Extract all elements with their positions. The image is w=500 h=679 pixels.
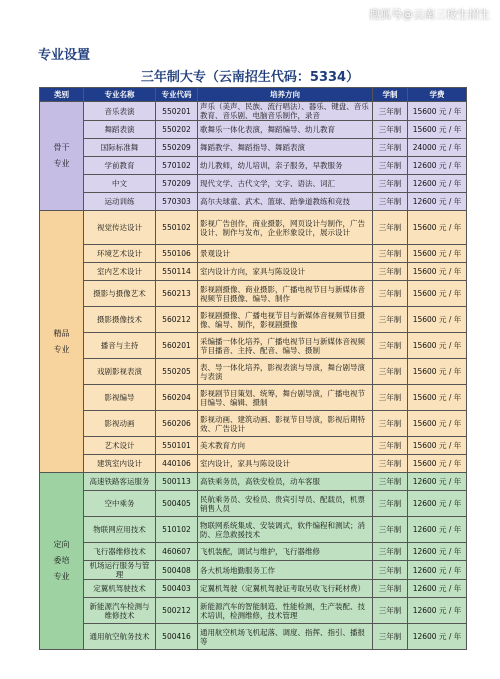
tuition-cell: 15600 元 / 年 [408, 437, 467, 455]
major-code-cell: 550102 [156, 211, 198, 245]
category-label: 专业 [53, 572, 70, 581]
header-category: 类别 [40, 88, 84, 102]
major-code-cell: 550114 [156, 263, 198, 281]
major-code-cell: 570102 [156, 157, 198, 175]
direction-cell: 影视广告创作，商业摄影，网页设计与制作，广告设计、制作与发布，企业形象设计，展示设计 [198, 211, 373, 245]
table-row [40, 473, 467, 491]
header-major-name: 专业名称 [84, 88, 156, 102]
tuition-cell: 12600 元 / 年 [408, 580, 467, 598]
major-code-cell: 510102 [156, 517, 198, 543]
category-label: 定向 [53, 540, 70, 549]
direction-cell: 影视动画、建筑动画、影视节目导演，影视后期特效、广告设计 [198, 411, 373, 437]
category-label: 专业 [53, 159, 70, 168]
duration-cell: 三年制 [373, 411, 408, 437]
tuition-cell: 15600 元 / 年 [408, 245, 467, 263]
tuition-cell: 15600 元 / 年 [408, 121, 467, 139]
duration-cell: 三年制 [373, 359, 408, 385]
tuition-cell: 12600 元 / 年 [408, 543, 467, 561]
table-row [40, 245, 467, 263]
table-row [40, 561, 467, 580]
duration-cell: 三年制 [373, 281, 408, 307]
table-row [40, 333, 467, 359]
category-cell [40, 473, 84, 650]
major-name-cell: 建筑室内设计 [84, 455, 156, 473]
duration-cell: 三年制 [373, 157, 408, 175]
duration-cell: 三年制 [373, 333, 408, 359]
tuition-cell: 15600 元 / 年 [408, 333, 467, 359]
table-row [40, 624, 467, 650]
major-code-cell: 500113 [156, 473, 198, 491]
table-row [40, 263, 467, 281]
duration-cell: 三年制 [373, 102, 408, 121]
direction-cell: 民航乘务员、安检员、贵宾引导员、配载员，机票销售人员 [198, 491, 373, 517]
duration-cell: 三年制 [373, 263, 408, 281]
direction-cell: 影视剧节目策划、统筹，舞台剧导演，广播电视节目编导、编辑、摄制 [198, 385, 373, 411]
table-row [40, 307, 467, 333]
major-name-cell: 摄影与摄像艺术 [84, 281, 156, 307]
duration-cell: 三年制 [373, 543, 408, 561]
table-row [40, 491, 467, 517]
tuition-cell: 12600 元 / 年 [408, 175, 467, 193]
table-row [40, 598, 467, 624]
major-code-cell: 440106 [156, 455, 198, 473]
direction-cell: 物联网系统集成、安装调式，软件编程和测试；消防、应急救援技术 [198, 517, 373, 543]
header-direction: 培养方向 [198, 88, 373, 102]
tuition-cell: 15600 元 / 年 [408, 359, 467, 385]
direction-cell: 室内设计方向，家具与陈设设计 [198, 263, 373, 281]
major-name-cell: 空中乘务 [84, 491, 156, 517]
major-code-cell: 560212 [156, 307, 198, 333]
duration-cell: 三年制 [373, 624, 408, 650]
major-name-cell: 运动训练 [84, 193, 156, 211]
tuition-cell: 12600 元 / 年 [408, 473, 467, 491]
program-table [39, 87, 467, 650]
tuition-cell: 15600 元 / 年 [408, 102, 467, 121]
major-name-cell: 舞蹈表演 [84, 121, 156, 139]
table-row [40, 121, 467, 139]
major-name-cell: 室内艺术设计 [84, 263, 156, 281]
direction-cell: 舞蹈教学、舞蹈指导、舞蹈表演 [198, 139, 373, 157]
direction-cell: 新能源汽车的智能制造、性能检测，生产装配、技术培训，检测维修，技术管理 [198, 598, 373, 624]
duration-cell: 三年制 [373, 245, 408, 263]
major-code-cell: 550205 [156, 359, 198, 385]
major-name-cell: 音乐表演 [84, 102, 156, 121]
major-code-cell: 550101 [156, 437, 198, 455]
major-code-cell: 550209 [156, 139, 198, 157]
major-name-cell: 播音与主持 [84, 333, 156, 359]
section-title: 专业设置 [38, 48, 91, 63]
tuition-cell: 12600 元 / 年 [408, 624, 467, 650]
major-code-cell: 550202 [156, 121, 198, 139]
direction-cell: 各大机场地勤服务工作 [198, 561, 373, 580]
header-major-code: 专业代码 [156, 88, 198, 102]
major-name-cell: 艺术设计 [84, 437, 156, 455]
major-name-cell: 摄影摄像技术 [84, 307, 156, 333]
table-row [40, 193, 467, 211]
table-row [40, 580, 467, 598]
duration-cell: 三年制 [373, 211, 408, 245]
duration-cell: 三年制 [373, 437, 408, 455]
table-row [40, 211, 467, 245]
major-code-cell: 500403 [156, 580, 198, 598]
major-name-cell: 中文 [84, 175, 156, 193]
duration-cell: 三年制 [373, 491, 408, 517]
major-name-cell: 物联网应用技术 [84, 517, 156, 543]
major-name-cell: 学前教育 [84, 157, 156, 175]
table-row [40, 157, 467, 175]
table-row [40, 543, 467, 561]
direction-cell: 通用航空机场飞机起落、调度、指挥、指引、播报等 [198, 624, 373, 650]
table-row [40, 281, 467, 307]
table-row [40, 359, 467, 385]
major-name-cell: 环境艺术设计 [84, 245, 156, 263]
direction-cell: 美术教育方向 [198, 437, 373, 455]
major-code-cell: 570303 [156, 193, 198, 211]
tuition-cell: 15600 元 / 年 [408, 263, 467, 281]
table-row [40, 437, 467, 455]
tuition-cell: 12600 元 / 年 [408, 517, 467, 543]
direction-cell: 高铁乘务员，高铁安检员，动车客服 [198, 473, 373, 491]
direction-cell: 飞机装配，调试与维护，飞行器维修 [198, 543, 373, 561]
category-cell [40, 102, 84, 211]
table-row [40, 517, 467, 543]
duration-cell: 三年制 [373, 307, 408, 333]
duration-cell: 三年制 [373, 139, 408, 157]
direction-cell: 幼儿教师，幼儿培训，亲子服务，早教服务 [198, 157, 373, 175]
major-code-cell: 560206 [156, 411, 198, 437]
category-label: 骨干 [53, 143, 70, 152]
tuition-cell: 15600 元 / 年 [408, 455, 467, 473]
table-row [40, 175, 467, 193]
header-duration: 学制 [373, 88, 408, 102]
duration-cell: 三年制 [373, 193, 408, 211]
major-name-cell: 通用航空航务技术 [84, 624, 156, 650]
tuition-cell: 24000 元 / 年 [408, 139, 467, 157]
major-code-cell: 500405 [156, 491, 198, 517]
duration-cell: 三年制 [373, 385, 408, 411]
direction-cell: 影视剧摄像、广播电视节目与新媒体音视频节目摄像、编导、制作，影视剧摄像 [198, 307, 373, 333]
direction-cell: 影视剧摄像、商业摄影，广播电视节目与新媒体音视频节目摄像、编导、制作 [198, 281, 373, 307]
major-name-cell: 飞行器维修技术 [84, 543, 156, 561]
direction-cell: 声乐（美声、民族、流行唱法）、器乐、键盘、音乐教育、音乐剧、电脑音乐制作，录音 [198, 102, 373, 121]
category-label: 委培 [53, 556, 70, 565]
major-name-cell: 国际标准舞 [84, 139, 156, 157]
category-label: 专业 [53, 344, 70, 354]
major-name-cell: 新能源汽车检测与维修技术 [84, 598, 156, 624]
duration-cell: 三年制 [373, 121, 408, 139]
duration-cell: 三年制 [373, 175, 408, 193]
major-code-cell: 560201 [156, 333, 198, 359]
header-tuition: 学费 [408, 88, 467, 102]
category-cell [40, 211, 84, 473]
major-name-cell: 影视动画 [84, 411, 156, 437]
tuition-cell: 12600 元 / 年 [408, 193, 467, 211]
table-row [40, 411, 467, 437]
duration-cell: 三年制 [373, 598, 408, 624]
major-code-cell: 570209 [156, 175, 198, 193]
major-name-cell: 定翼机驾驶技术 [84, 580, 156, 598]
tuition-cell: 12600 元 / 年 [408, 157, 467, 175]
table-row [40, 139, 467, 157]
direction-cell: 表、导一体化培养，影视表演与导演，舞台剧导演与表演 [198, 359, 373, 385]
duration-cell: 三年制 [373, 580, 408, 598]
direction-cell: 室内设计，家具与陈设设计 [198, 455, 373, 473]
duration-cell: 三年制 [373, 455, 408, 473]
direction-cell: 现代文学、古代文学，文字、语法、词汇 [198, 175, 373, 193]
major-name-cell: 高速铁路客运服务 [84, 473, 156, 491]
major-name-cell: 戏剧影视表演 [84, 359, 156, 385]
tuition-cell: 12600 元 / 年 [408, 561, 467, 580]
tuition-cell: 12600 元 / 年 [408, 598, 467, 624]
major-code-cell: 500212 [156, 598, 198, 624]
table-header-row [40, 88, 467, 102]
tuition-cell: 15600 元 / 年 [408, 211, 467, 245]
duration-cell: 三年制 [373, 517, 408, 543]
duration-cell: 三年制 [373, 473, 408, 491]
major-code-cell: 500408 [156, 561, 198, 580]
table-row [40, 102, 467, 121]
watermark: 搜狐号@云南三校生招生 [369, 8, 490, 21]
direction-cell: 景观设计 [198, 245, 373, 263]
tuition-cell: 12600 元 / 年 [408, 491, 467, 517]
direction-cell: 高尔夫球童、武术、篮球、跆拳道教练和竞技 [198, 193, 373, 211]
major-code-cell: 560213 [156, 281, 198, 307]
tuition-cell: 15600 元 / 年 [408, 281, 467, 307]
major-name-cell: 视觉传达设计 [84, 211, 156, 245]
category-label: 精品 [53, 328, 70, 338]
table-row [40, 455, 467, 473]
tuition-cell: 15600 元 / 年 [408, 385, 467, 411]
direction-cell: 定翼机驾驶（定翼机驾驶证考取另收飞行耗材费） [198, 580, 373, 598]
major-name-cell: 影视编导 [84, 385, 156, 411]
table-body [40, 102, 467, 650]
table-row [40, 385, 467, 411]
major-code-cell: 550201 [156, 102, 198, 121]
major-code-cell: 500416 [156, 624, 198, 650]
major-code-cell: 550106 [156, 245, 198, 263]
tuition-cell: 15600 元 / 年 [408, 411, 467, 437]
major-code-cell: 460607 [156, 543, 198, 561]
page-title: 三年制大专（云南招生代码：5334） [140, 70, 360, 85]
tuition-cell: 15600 元 / 年 [408, 307, 467, 333]
duration-cell: 三年制 [373, 561, 408, 580]
major-code-cell: 560204 [156, 385, 198, 411]
direction-cell: 采编播一体化培养，广播电视节目与新媒体音视频节目播音、主持、配音、编导、摄制 [198, 333, 373, 359]
direction-cell: 歌舞乐一体化表演，舞蹈编导、幼儿教育 [198, 121, 373, 139]
major-name-cell: 机场运行服务与管理 [84, 561, 156, 580]
